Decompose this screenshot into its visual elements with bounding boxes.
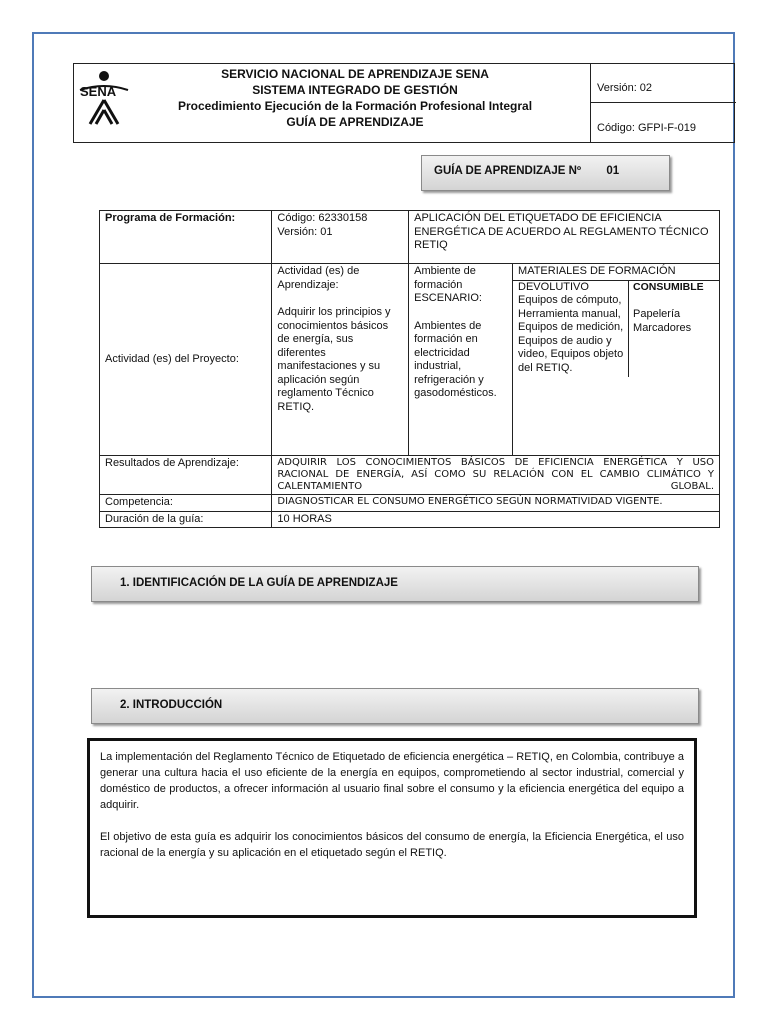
ambiente-cell xyxy=(409,264,513,456)
ambiente-text: Ambientes de formación en electricidad industrial, refrigeración y gasodomésticos. xyxy=(414,319,497,399)
ambiente-label: Ambiente de formación ESCENARIO: xyxy=(414,265,482,304)
intro-paragraph-2: El objetivo de esta guía es adquirir los conocimientos básicos del consumo de energía, la Eficiencia Energética, el uso racional de la energía y su aplicación en el etiquetado según el RETIQ. xyxy=(100,831,684,859)
devolutivo-text: Equipos de cómputo, Herramienta manual, Equipos de medición, Equipos de audio y video, Equipos objeto del RETIQ. xyxy=(518,294,624,374)
header-title-line-1: SERVICIO NACIONAL DE APRENDIZAJE SENA xyxy=(221,67,489,81)
header-title-line-2: SISTEMA INTEGRADO DE GESTIÓN xyxy=(252,83,458,97)
version-label: Versión: 02 xyxy=(591,64,736,103)
intro-box xyxy=(87,738,697,918)
header-title xyxy=(130,66,580,130)
intro-paragraph-1: La implementación del Reglamento Técnico de Etiquetado de eficiencia energética – RETIQ, en Colombia, contribuye a generar una cultura hacia el uso eficiente de la energía en equipos, comprometiendo al sector industrial, comercial y doméstico de productos, a ofrecer información al usuario final sobre el consumo y la eficiencia energética del equipo a adquirir. xyxy=(100,751,684,811)
competencia-label: Competencia: xyxy=(100,495,272,512)
logo-text: SENA xyxy=(80,84,117,99)
header-title-line-4: GUÍA DE APRENDIZAJE xyxy=(286,115,424,129)
sena-logo xyxy=(78,68,130,128)
duracion-label: Duración de la guía: xyxy=(100,511,272,528)
document-header xyxy=(73,63,735,143)
actividad-aprendizaje-cell xyxy=(272,264,409,456)
code-label: Código: GFPI-F-019 xyxy=(597,122,697,134)
programa-code-cell xyxy=(272,211,409,264)
consumible-item-2: Marcadores xyxy=(633,321,692,334)
guide-number-value: 01 xyxy=(606,165,620,177)
section-identificacion: 1. IDENTIFICACIÓN DE LA GUÍA DE APRENDIZAJE xyxy=(91,566,699,602)
programa-label: Programa de Formación: xyxy=(100,211,272,264)
competencia-text: DIAGNOSTICAR EL CONSUMO ENERGÉTICO SEGÚN NORMATIVIDAD VIGENTE. xyxy=(272,495,720,512)
header-title-line-3: Procedimiento Ejecución de la Formación Profesional Integral xyxy=(177,99,533,113)
devolutivo-label: DEVOLUTIVO xyxy=(518,280,589,293)
materiales-label: MATERIALES DE FORMACIÓN xyxy=(513,264,719,281)
duracion-text: 10 HORAS xyxy=(272,511,720,528)
resultados-label: Resultados de Aprendizaje: xyxy=(100,456,272,495)
programa-nombre: APLICACIÓN DEL ETIQUETADO DE EFICIENCIA ENERGÉTICA DE ACUERDO AL REGLAMENTO TÉCNICO RETIQ xyxy=(409,211,720,264)
consumible-label: CONSUMIBLE xyxy=(633,280,704,293)
guide-number-box xyxy=(421,155,670,191)
header-meta xyxy=(590,64,736,142)
actividad-aprendizaje-label: Actividad (es) de Aprendizaje: xyxy=(277,265,360,291)
programa-version: Versión: 01 xyxy=(277,225,333,238)
materiales-cell xyxy=(513,264,720,456)
actividad-aprendizaje-text: Adquirir los principios y conocimientos básicos de energía, sus diferentes manifestaciones y su aplicación según reglamento Técnico RETIQ. xyxy=(277,306,391,413)
devolutivo-column xyxy=(513,281,629,378)
guide-info-table xyxy=(99,210,720,528)
guide-number-label: GUÍA DE APRENDIZAJE Nº xyxy=(434,165,582,177)
resultados-text: ADQUIRIR LOS CONOCIMIENTOS BÁSICOS DE EFICIENCIA ENERGÉTICA Y USO RACIONAL DE ENERGÍA, ASÍ COMO SU RELACIÓN CON EL CAMBIO CLIMÁTICO Y CALENTAMIENTO GLOBAL. xyxy=(272,456,720,495)
section-introduccion: 2. INTRODUCCIÓN xyxy=(91,688,699,724)
programa-codigo: Código: 62330158 xyxy=(277,212,368,224)
consumible-column xyxy=(629,281,719,378)
consumible-item-1: Papelería xyxy=(633,308,681,320)
actividad-proyecto-label: Actividad (es) del Proyecto: xyxy=(100,264,272,456)
